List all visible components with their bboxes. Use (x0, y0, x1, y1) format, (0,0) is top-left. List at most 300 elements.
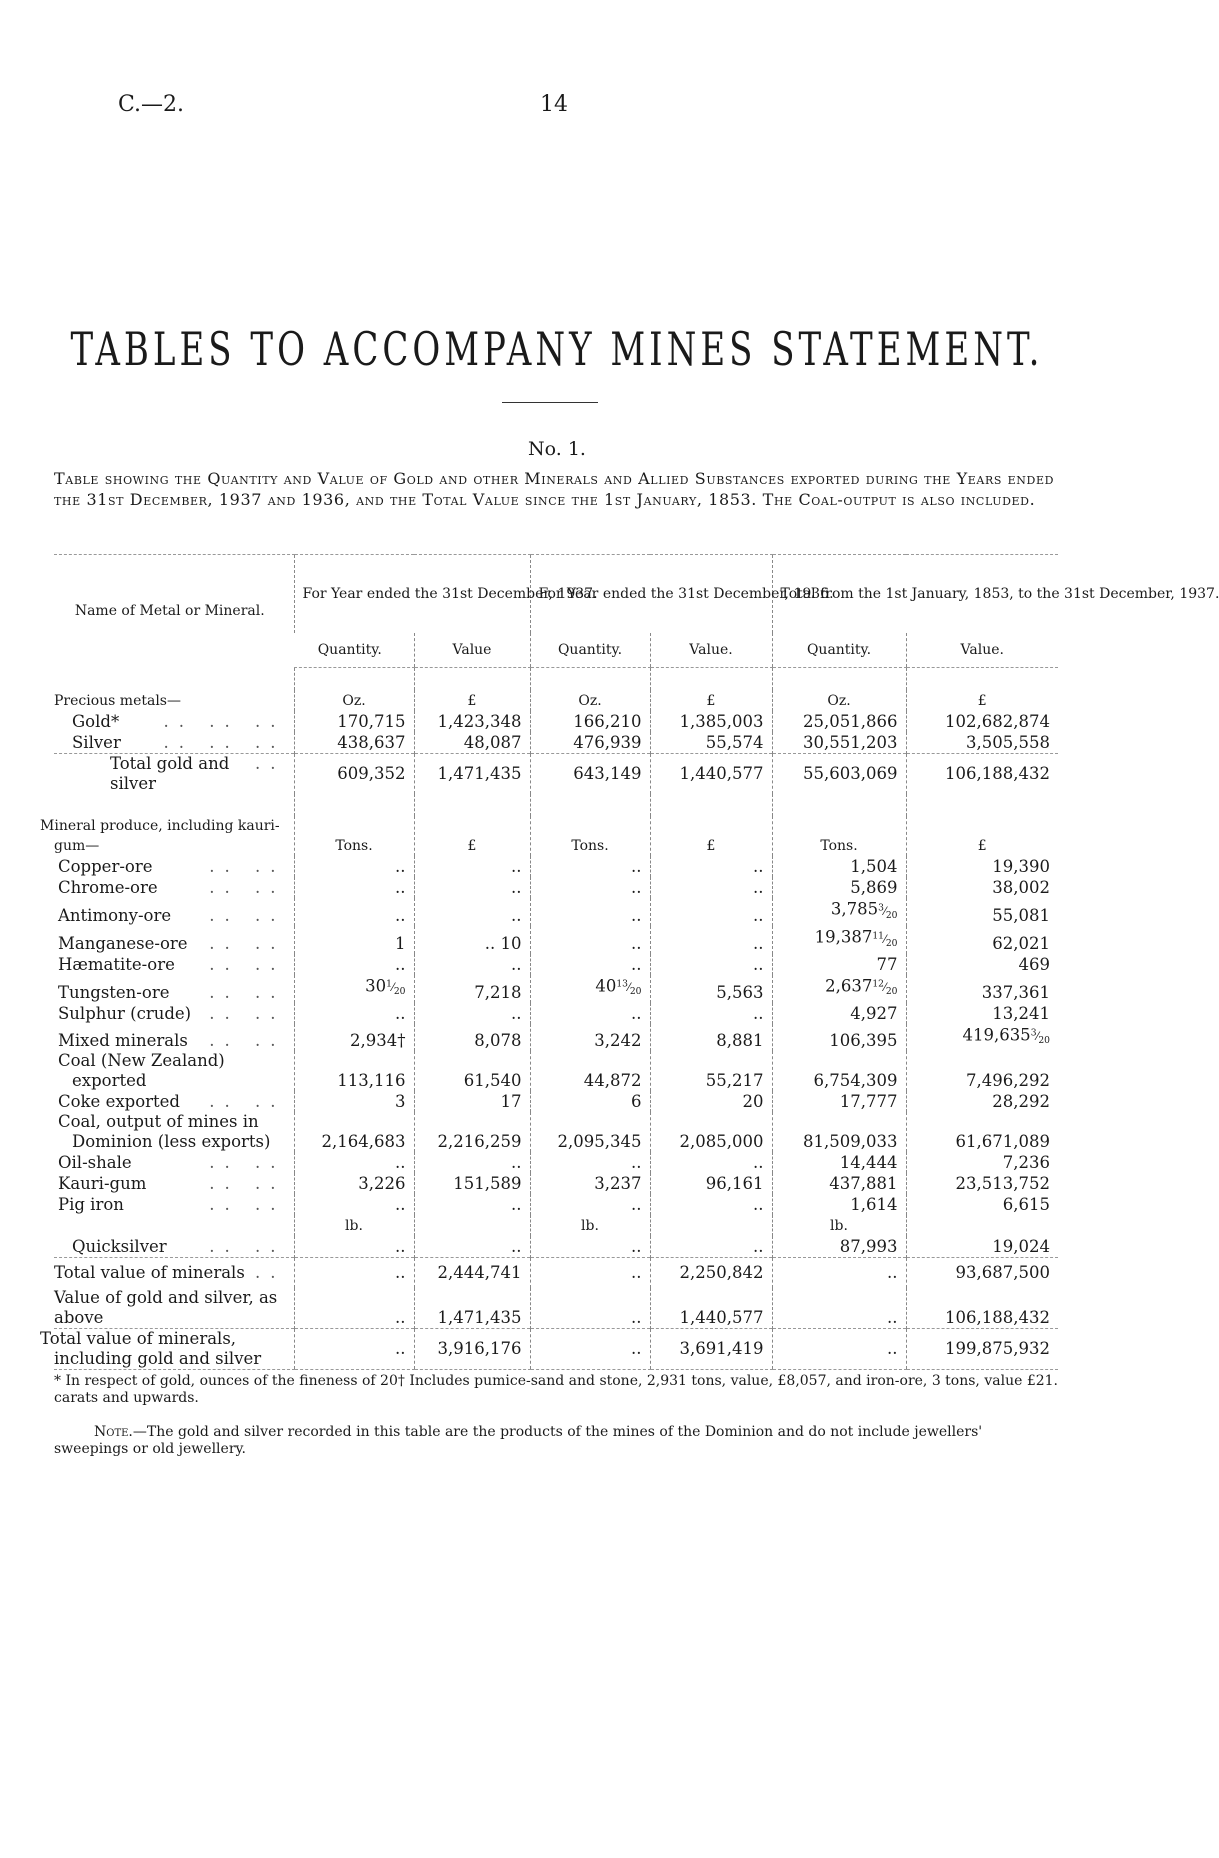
table-body (40, 668, 1058, 1370)
cell-value: 2,085,000 (679, 1132, 764, 1152)
row-label (54, 898, 294, 926)
table-cell (530, 1194, 650, 1215)
cell-value: 55,081 (992, 905, 1051, 925)
table-cell: $3,785^3⁄_{20}$ (772, 898, 906, 926)
cell-value: 7,218 (474, 982, 522, 1002)
footnote-gold-text: * In respect of gold, ounces of the fineness of 20 carats and upwards. (54, 1373, 398, 1406)
table-cell (772, 1258, 906, 1289)
cell-value: .. (511, 1003, 522, 1023)
cell-value: 3,916,176 (437, 1339, 522, 1359)
leader-dots: .. .. (209, 1195, 286, 1215)
column-header-value: Value. (650, 633, 772, 668)
cell-value: 25,051,866 (803, 712, 898, 731)
cell-value: 87,993 (839, 1237, 898, 1257)
row-label-text: Tungsten-ore (58, 982, 170, 1002)
row-label (54, 1152, 294, 1173)
cell-value: 55,217 (705, 1071, 764, 1091)
cell-value: 38,002 (992, 878, 1051, 897)
table-cell (530, 1215, 650, 1236)
leader-dots: .. .. .. (163, 733, 286, 752)
table-cell (772, 1329, 906, 1370)
cell-value: 28,292 (992, 1092, 1051, 1112)
cell-value: £ (706, 693, 716, 709)
cell-value: .. (631, 933, 642, 953)
cell-value: 337,361 (981, 982, 1051, 1002)
table-cell (906, 711, 1058, 732)
footnote-gold (54, 1373, 1058, 1407)
cell-value: .. (395, 954, 406, 974)
leader-dots: .. .. (209, 982, 286, 1002)
table-cell (906, 816, 1058, 856)
leader-dots: .. .. (209, 1237, 286, 1257)
table-cell (906, 975, 1058, 1003)
cell-value: 106,188,432 (945, 764, 1051, 783)
cell-value: 3 (395, 1092, 406, 1112)
cell-value: 6 (631, 1092, 642, 1112)
cell-value: 2,216,259 (437, 1132, 522, 1152)
table-cell (530, 1051, 650, 1091)
table-cell (530, 690, 650, 711)
table-row (54, 877, 1058, 898)
section-heading-row (54, 816, 1058, 856)
table-cell (906, 690, 1058, 711)
row-label-text: Quicksilver (72, 1237, 167, 1257)
table-row (54, 975, 1058, 1003)
cell-value: .. (631, 1195, 642, 1215)
section-heading-row (54, 690, 1058, 711)
table-cell (906, 1258, 1058, 1289)
cell-value: 113,116 (337, 1071, 406, 1091)
row-label (54, 1024, 294, 1052)
cell-value: 7,496,292 (966, 1071, 1051, 1091)
table-cell (414, 1236, 530, 1258)
table-cell (414, 1288, 530, 1329)
row-label-text: Pig iron (58, 1195, 124, 1215)
table-cell (530, 1236, 650, 1258)
row-label (54, 877, 294, 898)
table-row (54, 1173, 1058, 1194)
table-cell (414, 816, 530, 856)
table-cell (772, 1194, 906, 1215)
table-cell (530, 732, 650, 754)
cell-value: 166,210 (573, 712, 642, 731)
cell-value: 4,927 (850, 1003, 898, 1023)
table-cell (530, 898, 650, 926)
cell-value: 3,237 (594, 1174, 642, 1194)
table-cell (294, 1091, 414, 1112)
row-label (54, 1258, 294, 1289)
table-cell (772, 1173, 906, 1194)
table-row (54, 1112, 1058, 1152)
column-header-quantity: Quantity. (530, 633, 650, 668)
total-row (54, 754, 1058, 795)
cell-value: Tons. (335, 838, 373, 854)
table-cell (414, 732, 530, 754)
table-cell (530, 877, 650, 898)
cell-value: .. (753, 1153, 764, 1173)
leader-dots: .. .. (209, 878, 286, 897)
table-cell (906, 1091, 1058, 1112)
cell-value: 2,934† (350, 1031, 406, 1051)
table-cell (772, 1215, 906, 1236)
cell-value: .. (887, 1308, 898, 1328)
cell-value: 13,241 (992, 1003, 1051, 1023)
table-cell (772, 732, 906, 754)
table-cell (294, 954, 414, 975)
table-cell (294, 877, 414, 898)
table-cell (414, 794, 530, 816)
cell-value: 48,087 (463, 733, 522, 752)
cell-value: .. (511, 857, 522, 876)
table-cell (414, 1091, 530, 1112)
table-cell (650, 711, 772, 732)
table-cell (906, 754, 1058, 795)
table-cell (530, 1024, 650, 1052)
table-cell (906, 856, 1058, 877)
cell-value: £ (467, 838, 477, 854)
cell-value: .. (753, 954, 764, 974)
cell-value: .. (631, 878, 642, 897)
row-label (40, 1329, 294, 1370)
cell-value: 40 (595, 976, 617, 996)
cell-value: 2,164,683 (321, 1132, 406, 1152)
footnote-pumice: † Includes pumice-sand and stone, 2,931 tons, value, £8,057, and iron-ore, 3 tons, value £21. (397, 1373, 1058, 1389)
table-cell (650, 1091, 772, 1112)
table-cell (294, 1051, 414, 1091)
column-group-total: Total from the 1st January, 1853, to the 31st December, 1937. (772, 555, 1058, 634)
table-cell (772, 1051, 906, 1091)
row-label (54, 1003, 294, 1024)
table-row (54, 711, 1058, 732)
table-cell (294, 754, 414, 795)
column-header-value: Value (414, 633, 530, 668)
row-label (54, 690, 294, 711)
leader-dots: .. .. (209, 933, 286, 953)
row-label (54, 1112, 294, 1152)
cell-value: .. (395, 1003, 406, 1023)
row-label (54, 975, 294, 1003)
table-cell (414, 1112, 530, 1152)
table-cell: $30^1⁄_{20}$ (294, 975, 414, 1003)
cell-value: £ (977, 838, 987, 854)
cell-value: lb. (581, 1218, 599, 1235)
row-label-text: Coal, output of mines in Dominion (less exports) (58, 1112, 271, 1152)
leader-dots: .. .. (209, 1003, 286, 1023)
table-note (54, 1424, 1058, 1458)
table-cell (906, 954, 1058, 975)
row-label (54, 1288, 294, 1329)
table-cell (414, 1329, 530, 1370)
cell-value: .. (631, 1263, 642, 1283)
table-cell (414, 1215, 530, 1236)
table-cell (414, 926, 530, 954)
cell-value: 106,395 (829, 1031, 898, 1051)
cell-value: .. 10 (484, 933, 522, 953)
table-cell (772, 794, 906, 816)
cell-value: .. (511, 1153, 522, 1173)
cell-value: .. (753, 1195, 764, 1215)
table-cell (294, 856, 414, 877)
table-cell (772, 816, 906, 856)
row-label (54, 794, 294, 816)
page-title: TABLES TO ACCOMPANY MINES STATEMENT. (70, 323, 1044, 377)
cell-value: .. (511, 905, 522, 925)
table-cell (772, 754, 906, 795)
row-label (54, 954, 294, 975)
grand-total-row (54, 1329, 1058, 1370)
row-label-text: Total value of minerals (54, 1263, 245, 1283)
table-cell (650, 1152, 772, 1173)
cell-value: 19,390 (992, 857, 1051, 876)
cell-value: £ (977, 693, 987, 709)
cell-value: £ (467, 693, 477, 709)
table-cell (650, 1329, 772, 1370)
leader-dots: .. .. (209, 905, 286, 925)
table-cell (906, 1215, 1058, 1236)
cell-value: .. (395, 878, 406, 897)
row-label (54, 1173, 294, 1194)
cell-value: 1,440,577 (679, 1308, 764, 1328)
table-cell (530, 926, 650, 954)
table-cell (294, 1112, 414, 1152)
leader-dots: .. .. (209, 1092, 286, 1112)
cell-value: .. (753, 1237, 764, 1257)
cell-value: .. (511, 1195, 522, 1215)
cell-value: 3,226 (358, 1174, 406, 1194)
cell-value: .. (395, 857, 406, 876)
cell-value: 102,682,874 (945, 712, 1051, 731)
cell-value: 17 (500, 1092, 522, 1112)
row-label-text: Sulphur (crude) (58, 1003, 192, 1023)
cell-value: 199,875,932 (945, 1339, 1051, 1359)
column-group-1936: For Year ended the 31st December, 1936. (530, 555, 772, 634)
row-label (54, 1215, 294, 1236)
cell-value: 20 (742, 1092, 764, 1112)
cell-value: 609,352 (337, 764, 406, 783)
cell-value: 3,691,419 (679, 1339, 764, 1359)
cell-value: 106,188,432 (945, 1308, 1051, 1328)
leader-dots: .. .. (209, 1174, 286, 1194)
table-cell (530, 1152, 650, 1173)
cell-value: .. (511, 1237, 522, 1257)
cell-value: .. (631, 954, 642, 974)
cell-value: .. (631, 1339, 642, 1359)
cell-value: .. (511, 954, 522, 974)
cell-value: .. (395, 1153, 406, 1173)
leader-dots: .. (255, 1263, 286, 1283)
cell-value: 30,551,203 (803, 733, 898, 752)
cell-value: 1,385,003 (679, 712, 764, 731)
cell-value: .. (631, 1237, 642, 1257)
table-cell (906, 1173, 1058, 1194)
table-cell (650, 1288, 772, 1329)
table-cell (294, 926, 414, 954)
table-cell (772, 1003, 906, 1024)
document-code: C.—2. (118, 92, 185, 117)
table-cell (906, 732, 1058, 754)
row-label (54, 732, 294, 754)
table-cell (414, 856, 530, 877)
table-cell (772, 1024, 906, 1052)
row-label (54, 856, 294, 877)
leader-dots: .. .. .. (163, 712, 286, 731)
cell-value: .. (395, 1263, 406, 1283)
table-cell (530, 711, 650, 732)
cell-value: 1,471,435 (437, 764, 522, 783)
table-cell (650, 816, 772, 856)
cell-value: .. (631, 857, 642, 876)
table-row (54, 1152, 1058, 1173)
table-cell (414, 1051, 530, 1091)
row-label-text: Coal (New Zealand) exported (58, 1051, 225, 1091)
table-cell (650, 1236, 772, 1258)
cell-value: 1 (395, 933, 406, 953)
table-cell (650, 877, 772, 898)
table-cell (414, 1024, 530, 1052)
table-cell (906, 1112, 1058, 1152)
table-cell (650, 954, 772, 975)
total-row (54, 1258, 1058, 1289)
table-cell (906, 794, 1058, 816)
cell-value: Oz. (342, 693, 366, 709)
row-label-text: Mineral produce, including kauri-gum— (40, 818, 280, 854)
cell-value: .. (511, 878, 522, 897)
cell-value: Oz. (578, 693, 602, 709)
table-cell (294, 1215, 414, 1236)
row-label-text: Chrome-ore (58, 878, 158, 897)
cell-value: .. (631, 1153, 642, 1173)
table-cell (414, 690, 530, 711)
cell-value: .. (395, 1195, 406, 1215)
column-group-1937: For Year ended the 31st December, 1937. (294, 555, 530, 634)
table-cell (906, 877, 1058, 898)
table-cell (530, 1003, 650, 1024)
cell-value: 19,387 (814, 927, 873, 947)
table-cell (772, 690, 906, 711)
cell-value: 151,589 (453, 1174, 522, 1194)
cell-value: 62,021 (992, 933, 1051, 953)
cell-value: 170,715 (337, 712, 406, 731)
table-cell (294, 1024, 414, 1052)
table-cell (650, 794, 772, 816)
cell-value: 419,635 (962, 1025, 1031, 1045)
row-label (54, 1051, 294, 1091)
table-row (54, 898, 1058, 926)
cell-value: 55,603,069 (803, 764, 898, 783)
cell-value: 476,939 (573, 733, 642, 752)
table-cell (414, 975, 530, 1003)
cell-value: .. (753, 878, 764, 897)
table-cell (530, 794, 650, 816)
table-cell (906, 1051, 1058, 1091)
cell-value: .. (753, 933, 764, 953)
table-cell (772, 1091, 906, 1112)
cell-value: .. (395, 1237, 406, 1257)
row-label-text: Oil-shale (58, 1153, 132, 1173)
table-cell (772, 1112, 906, 1152)
column-header-name: Name of Metal or Mineral. (54, 555, 294, 668)
table-row (54, 1091, 1058, 1112)
table-cell (530, 1173, 650, 1194)
table-cell (294, 794, 414, 816)
table-cell (414, 711, 530, 732)
table-number: No. 1. (528, 438, 586, 460)
cell-value: .. (753, 857, 764, 876)
spacer-row (54, 794, 1058, 816)
table-cell (650, 1112, 772, 1152)
cell-value: 1,423,348 (437, 712, 522, 731)
table-cell (530, 856, 650, 877)
cell-value: lb. (830, 1218, 848, 1235)
table-cell (530, 754, 650, 795)
cell-value: 3,785 (830, 899, 879, 919)
table-cell (414, 1194, 530, 1215)
row-label-text: Manganese-ore (58, 933, 188, 953)
table-cell (650, 1194, 772, 1215)
row-label-text: Value of gold and silver, as above (54, 1288, 278, 1328)
cell-value: .. (395, 905, 406, 925)
table-cell (906, 1152, 1058, 1173)
table-row (54, 856, 1058, 877)
cell-value: 437,881 (829, 1174, 898, 1194)
cell-value: 438,637 (337, 733, 406, 752)
note-text: —The gold and silver recorded in this table are the products of the mines of the Dominion and do not include jewellers' sweepings or old jewellery. (54, 1424, 983, 1457)
table-cell (414, 898, 530, 926)
table-cell (650, 690, 772, 711)
cell-value: 1,504 (850, 857, 898, 876)
table-cell (906, 898, 1058, 926)
column-header-quantity: Quantity. (294, 633, 414, 668)
row-label-text: Precious metals— (54, 693, 181, 709)
row-label (54, 711, 294, 732)
table-cell (650, 732, 772, 754)
cell-value: 93,687,500 (955, 1263, 1051, 1283)
table-cell (294, 1152, 414, 1173)
leader-dots: .. (255, 754, 286, 773)
cell-value: 61,540 (463, 1071, 522, 1091)
table-cell (906, 1329, 1058, 1370)
table-row (54, 1003, 1058, 1024)
cell-value: 81,509,033 (803, 1132, 898, 1152)
row-label (40, 816, 294, 856)
row-label-text: Gold* (72, 712, 120, 731)
table-cell (906, 1003, 1058, 1024)
table-cell (772, 1152, 906, 1173)
cell-value: 3,242 (594, 1031, 642, 1051)
unit-row (54, 1215, 1058, 1236)
table-cell (414, 1173, 530, 1194)
cell-value: 8,881 (716, 1031, 764, 1051)
table-cell (294, 1194, 414, 1215)
table-cell (906, 926, 1058, 954)
table-cell (650, 856, 772, 877)
row-label (54, 926, 294, 954)
row-label-text: Antimony-ore (58, 905, 172, 925)
table-cell (772, 1288, 906, 1329)
cell-value: .. (753, 1003, 764, 1023)
table-cell (650, 754, 772, 795)
cell-value: 77 (876, 954, 898, 974)
table-cell (294, 1236, 414, 1258)
leader-dots: .. .. (209, 954, 286, 974)
table-cell (294, 1288, 414, 1329)
row-label (54, 754, 294, 795)
table-cell (906, 1288, 1058, 1329)
row-label-text: Hæmatite-ore (58, 954, 175, 974)
cell-value: 96,161 (705, 1174, 764, 1194)
cell-value: 3,505,558 (966, 733, 1051, 752)
cell-value: 643,149 (573, 764, 642, 783)
